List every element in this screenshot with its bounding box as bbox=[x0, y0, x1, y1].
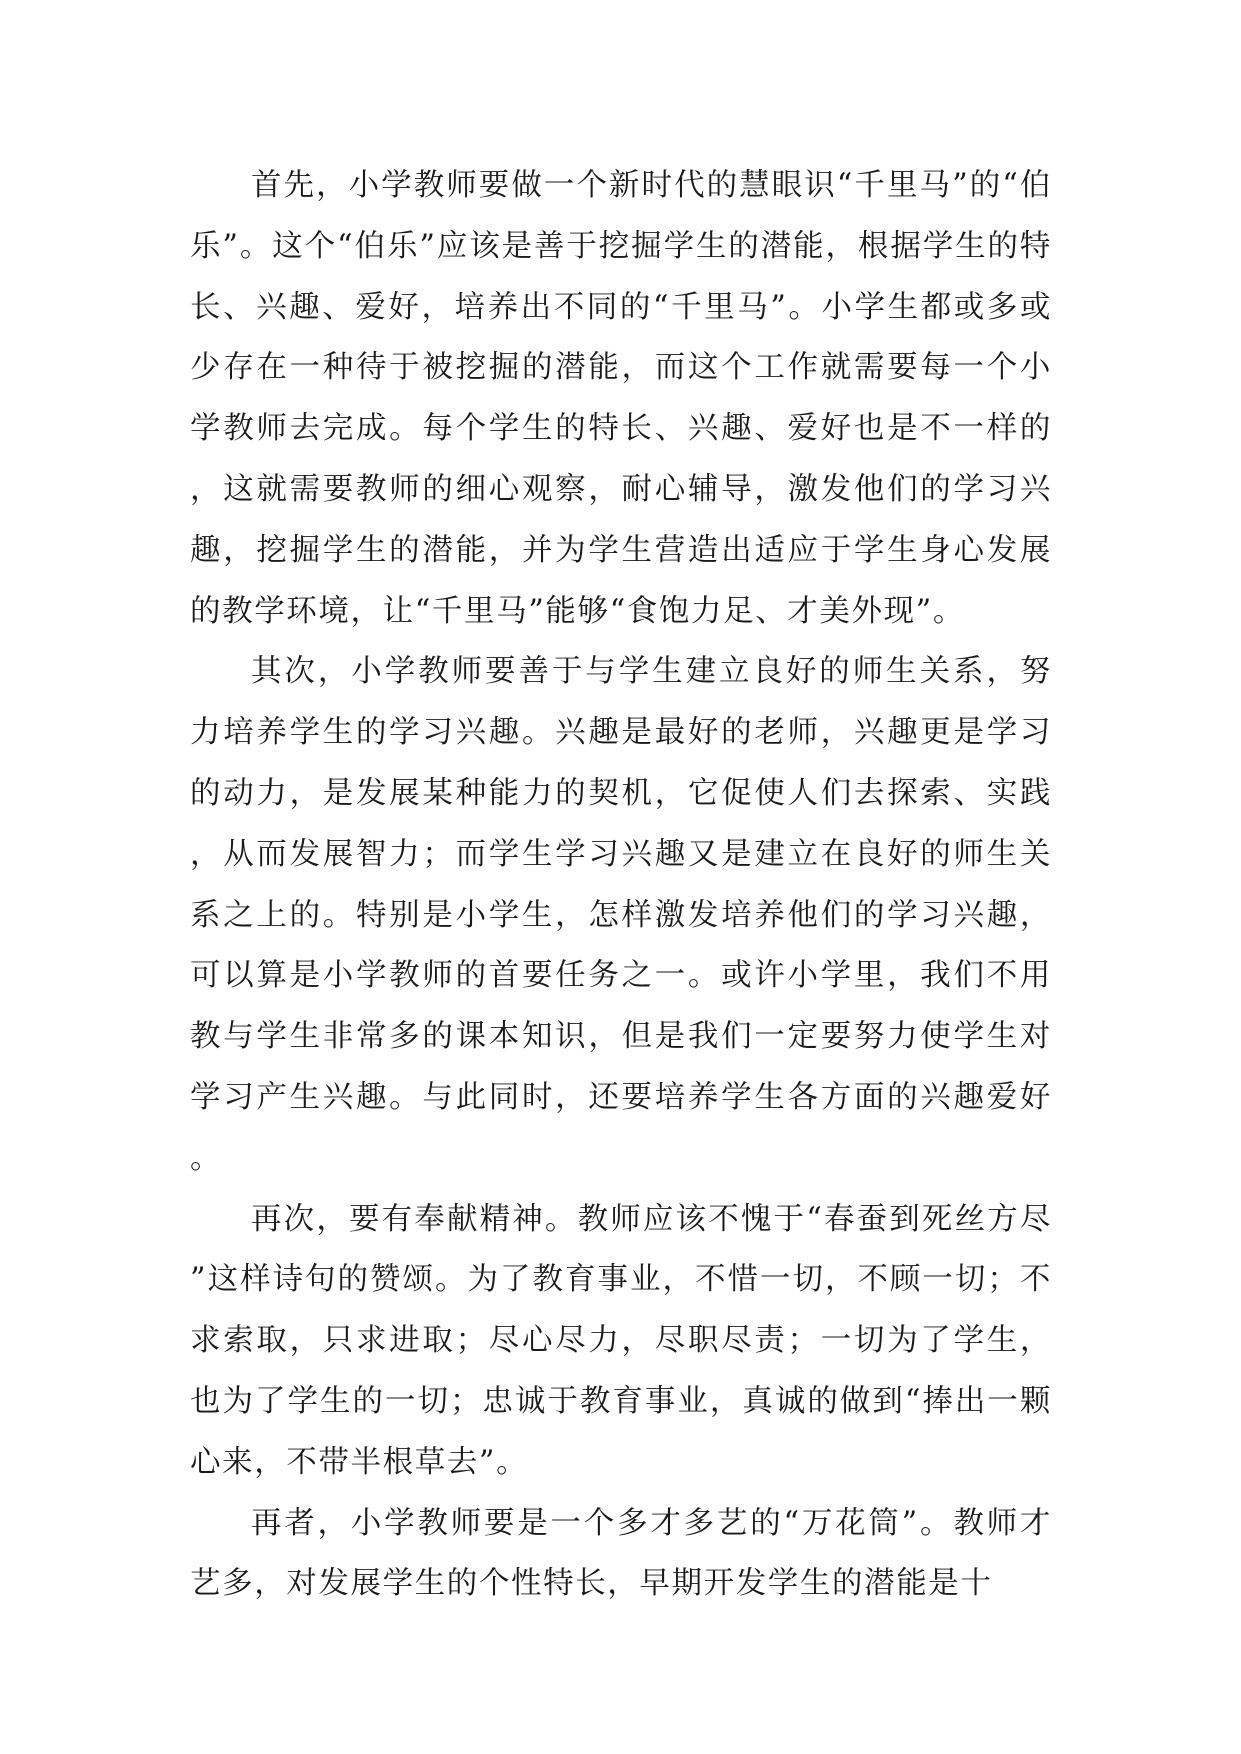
paragraph-second: 其次，小学教师要善于与学生建立良好的师生关系，努力培养学生的学习兴趣。兴趣是最好的老师，兴趣更是学习的动力，是发展某种能力的契机，它促使人们去探索、实践，从而发展智力；而学生学习兴趣又是建立在良好的师生关系之上的。特别是小学生，怎样激发培养他们的学习兴趣，可以算是小学教师的首要任务之一。或许小学里，我们不用教与学生非常多的课本知识，但是我们一定要努力使学生对学习产生兴趣。与此同时，还要培养学生各方面的兴趣爱好。 bbox=[190, 654, 1052, 1176]
paragraph-third: 再次，要有奉献精神。教师应该不愧于“春蚕到死丝方尽”这样诗句的赞颂。为了教育事业，不惜一切，不顾一切；不求索取，只求进取；尽心尽力，尽职尽责；一切为了学生，也为了学生的一切；忠诚于教育事业，真诚的做到“捧出一颗心来，不带半根草去”。 bbox=[190, 1201, 1052, 1480]
document-body bbox=[190, 156, 1052, 1615]
paragraph-first: 首先，小学教师要做一个新时代的慧眼识“千里马”的“伯乐”。这个“伯乐”应该是善于挖掘学生的潜能，根据学生的特长、兴趣、爱好，培养出不同的“千里马”。小学生都或多或少存在一种待于被挖掘的潜能，而这个工作就需要每一个小学教师去完成。每个学生的特长、兴趣、爱好也是不一样的，这就需要教师的细心观察，耐心辅导，激发他们的学习兴趣，挖掘学生的潜能，并为学生营造出适应于学生身心发展的教学环境，让“千里马”能够“食饱力足、才美外现”。 bbox=[190, 168, 1052, 629]
paragraph-fourth: 再者，小学教师要是一个多才多艺的“万花筒”。教师才艺多，对发展学生的个性特长，早期开发学生的潜能是十 bbox=[190, 1505, 1052, 1602]
